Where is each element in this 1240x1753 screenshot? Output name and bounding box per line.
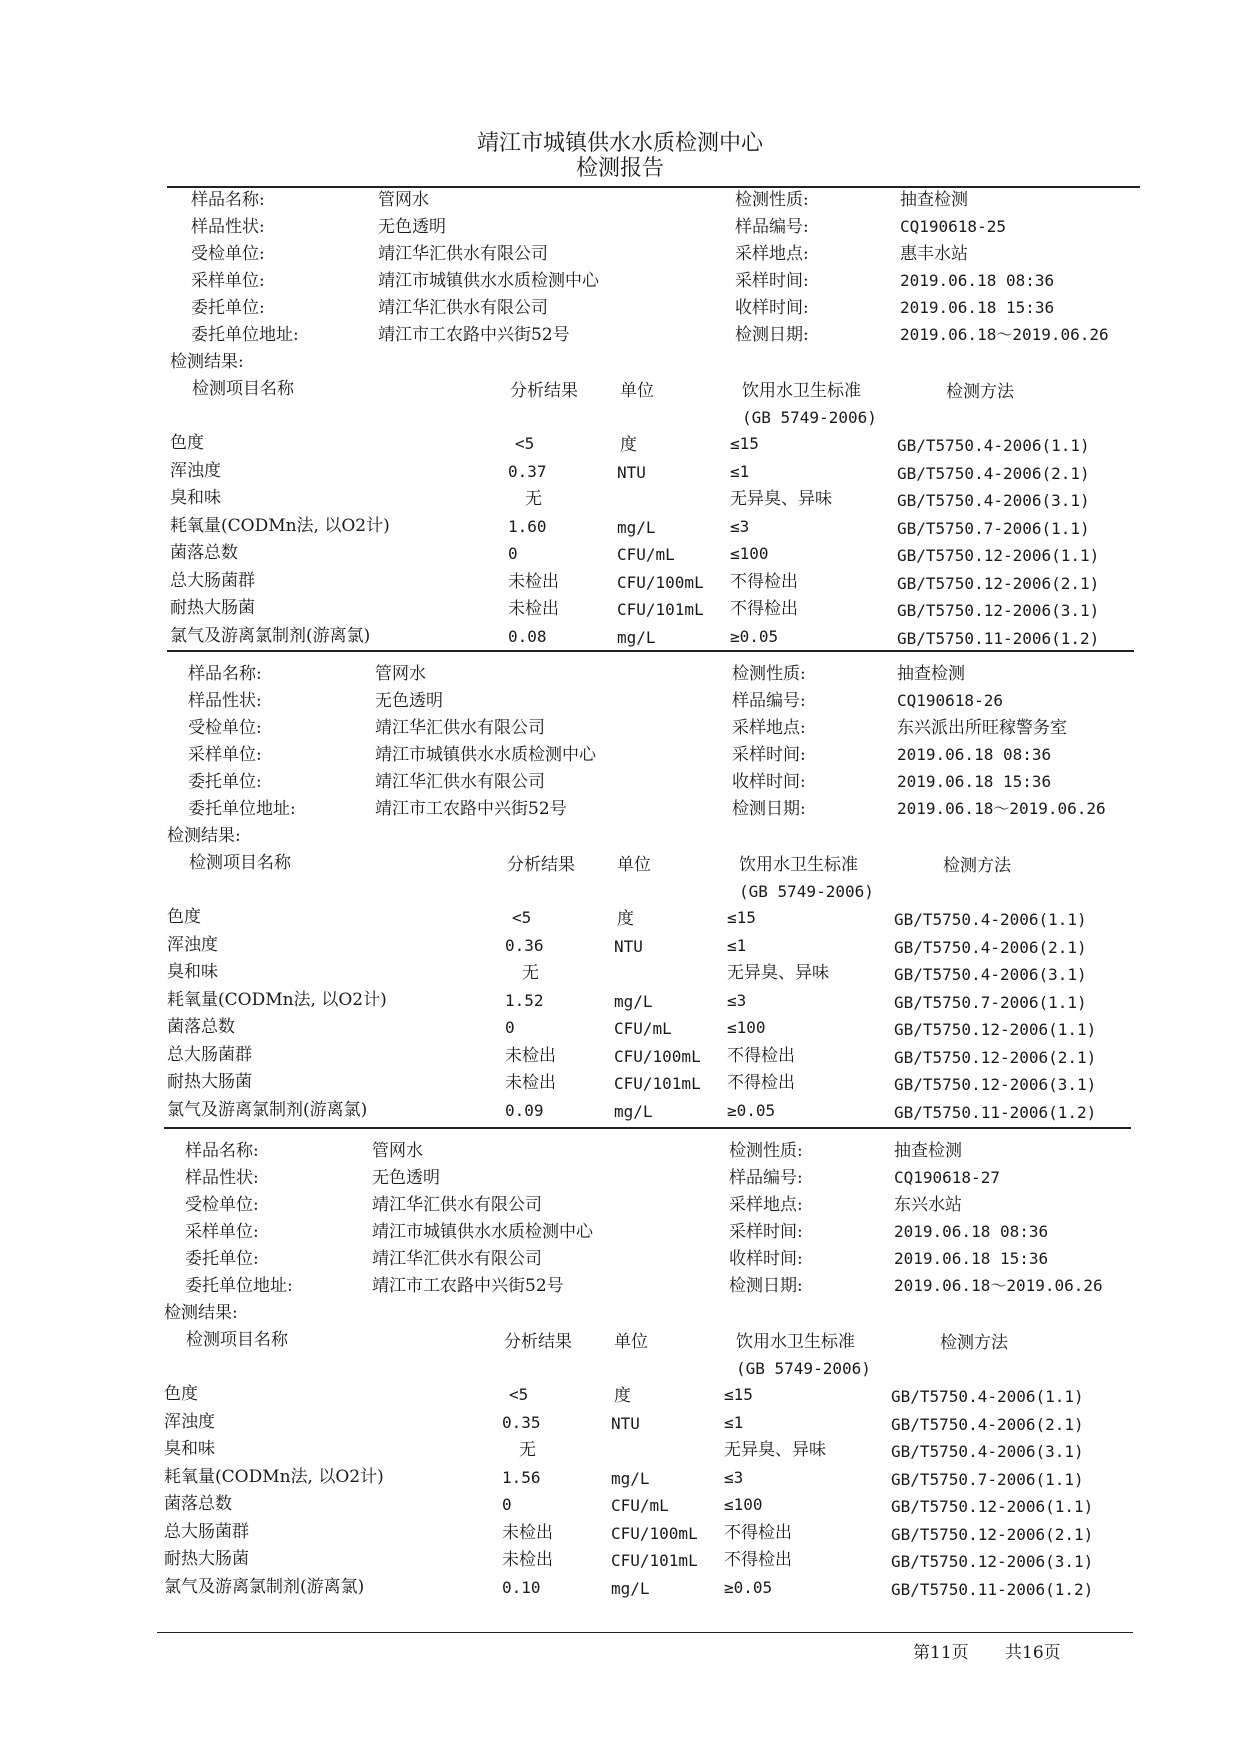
field-value-name: 管网水	[375, 664, 426, 684]
row-standard: ≤3	[727, 990, 747, 1010]
field-value-name: 管网水	[372, 1141, 423, 1161]
row-standard: ≤15	[730, 434, 759, 453]
field-value-sampling-time: 2019.06.18 08:36	[897, 745, 1052, 764]
row-result: 0.10	[502, 1577, 541, 1597]
row-unit: CFU/mL	[617, 545, 675, 564]
field-value-sample-no: CQ190618-25	[900, 217, 1006, 236]
row-result: <5	[512, 908, 532, 927]
row-result: 未检出	[505, 1073, 556, 1093]
row-method: GB/T5750.4-2006(3.1)	[897, 491, 1090, 510]
field-label-sampling-unit: 采样单位:	[191, 271, 265, 291]
row-standard: ≤100	[727, 1018, 766, 1037]
field-value-inspected: 靖江华汇供水有限公司	[378, 244, 548, 264]
row-result: 0.09	[505, 1100, 544, 1120]
row-method: GB/T5750.4-2006(2.1)	[897, 463, 1090, 483]
row-standard: ≤3	[724, 1467, 744, 1487]
row-standard: 不得检出	[727, 1045, 795, 1066]
row-unit: 度	[617, 909, 634, 929]
row-standard: 无异臭、异味	[724, 1440, 826, 1460]
row-unit: CFU/mL	[611, 1496, 669, 1515]
row-method: GB/T5750.4-2006(1.1)	[891, 1387, 1084, 1406]
field-label-sample-name: 样品名称:	[191, 190, 265, 210]
field-label-client-address: 委托单位地址:	[185, 1276, 293, 1296]
row-item: 臭和味	[164, 1439, 215, 1459]
field-label-sampling-unit: 采样单位:	[185, 1222, 259, 1242]
field-value-sampler: 靖江市城镇供水水质检测中心	[372, 1222, 593, 1242]
col-item-name: 检测项目名称	[189, 853, 291, 873]
row-standard: 无异臭、异味	[730, 489, 832, 509]
results-label: 检测结果:	[170, 352, 244, 372]
row-standard: ≤3	[730, 516, 750, 536]
row-result: 未检出	[505, 1045, 556, 1066]
row-method: GB/T5750.12-2006(1.1)	[894, 1020, 1097, 1039]
results-label: 检测结果:	[164, 1303, 238, 1323]
field-value-site: 东兴派出所旺稼警务室	[897, 718, 1067, 738]
field-label-sampling-unit: 采样单位:	[188, 745, 262, 765]
row-item: 菌落总数	[167, 1017, 235, 1037]
page-number: 第11页	[913, 1643, 969, 1663]
row-method: GB/T5750.11-2006(1.2)	[894, 1102, 1097, 1122]
row-result: 0	[505, 1018, 515, 1037]
row-item: 总大肠菌群	[170, 570, 255, 591]
field-value-sampling-time: 2019.06.18 08:36	[894, 1222, 1049, 1241]
col-result: 分析结果	[504, 1332, 572, 1352]
row-item: 臭和味	[167, 962, 218, 982]
field-value-sample-no: CQ190618-27	[894, 1168, 1000, 1187]
row-result: 无	[525, 489, 542, 509]
field-label-inspected-unit: 受检单位:	[188, 718, 262, 738]
row-standard: ≤100	[730, 544, 769, 563]
row-method: GB/T5750.4-2006(2.1)	[891, 1414, 1084, 1434]
col-unit: 单位	[617, 855, 651, 875]
row-item: 氯气及游离氯制剂(游离氯)	[170, 625, 371, 646]
field-value-site: 东兴水站	[894, 1195, 962, 1215]
row-standard: 不得检出	[727, 1073, 795, 1093]
col-item-name: 检测项目名称	[186, 1330, 288, 1350]
field-value-nature: 抽查检测	[897, 664, 965, 684]
row-unit: mg/L	[617, 627, 656, 647]
row-method: GB/T5750.12-2006(2.1)	[894, 1047, 1097, 1067]
row-method: GB/T5750.11-2006(1.2)	[897, 628, 1100, 648]
row-result: 1.52	[505, 990, 544, 1010]
row-standard: ≤15	[727, 908, 756, 927]
row-unit: CFU/101mL	[611, 1551, 698, 1570]
field-label-sampling-site: 采样地点:	[729, 1195, 803, 1215]
row-item: 耗氧量(CODMn法, 以O2计)	[164, 1466, 384, 1487]
row-method: GB/T5750.12-2006(3.1)	[897, 601, 1100, 620]
col-result: 分析结果	[507, 855, 575, 875]
field-label-sample-name: 样品名称:	[188, 664, 262, 684]
field-label-sample-state: 样品性状:	[188, 691, 262, 711]
row-result: 无	[519, 1440, 536, 1460]
row-item: 耗氧量(CODMn法, 以O2计)	[170, 515, 390, 536]
row-item: 氯气及游离氯制剂(游离氯)	[167, 1099, 368, 1120]
row-result: 未检出	[508, 599, 559, 619]
field-value-sampling-time: 2019.06.18 08:36	[900, 271, 1055, 290]
row-unit: mg/L	[611, 1578, 650, 1598]
row-standard: 不得检出	[730, 571, 798, 592]
header-divider	[167, 186, 1140, 188]
field-value-client: 靖江华汇供水有限公司	[372, 1249, 542, 1269]
row-unit: NTU	[617, 462, 646, 482]
row-result: 1.60	[508, 516, 547, 536]
row-method: GB/T5750.4-2006(3.1)	[891, 1442, 1084, 1461]
col-standard-code: (GB 5749-2006)	[736, 1359, 871, 1378]
row-item: 耐热大肠菌	[164, 1549, 249, 1569]
field-label-sample-no: 样品编号:	[735, 217, 809, 237]
field-label-sample-no: 样品编号:	[732, 691, 806, 711]
field-label-sampling-site: 采样地点:	[732, 718, 806, 738]
row-standard: 不得检出	[724, 1550, 792, 1570]
field-label-sampling-time: 采样时间:	[729, 1222, 803, 1242]
page-total: 共16页	[1005, 1643, 1061, 1663]
row-unit: 度	[614, 1386, 631, 1406]
row-method: GB/T5750.4-2006(2.1)	[894, 937, 1087, 957]
field-value-name: 管网水	[378, 190, 429, 210]
field-value-test-date: 2019.06.18～2019.06.26	[897, 799, 1106, 818]
row-method: GB/T5750.12-2006(1.1)	[891, 1497, 1094, 1516]
row-item: 耗氧量(CODMn法, 以O2计)	[167, 989, 387, 1010]
row-method: GB/T5750.11-2006(1.2)	[891, 1579, 1094, 1599]
field-value-address: 靖江市工农路中兴街52号	[375, 799, 567, 819]
row-result: 无	[522, 963, 539, 983]
row-item: 浑浊度	[164, 1411, 215, 1432]
row-unit: NTU	[611, 1413, 640, 1433]
row-unit: NTU	[614, 936, 643, 956]
field-value-sampler: 靖江市城镇供水水质检测中心	[375, 745, 596, 765]
field-value-inspected: 靖江华汇供水有限公司	[375, 718, 545, 738]
row-unit: CFU/101mL	[614, 1074, 701, 1093]
row-result: 1.56	[502, 1467, 541, 1487]
col-standard: 饮用水卫生标准	[742, 381, 861, 401]
row-standard: ≤100	[724, 1495, 763, 1514]
footer-divider	[157, 1632, 1133, 1633]
row-item: 总大肠菌群	[164, 1521, 249, 1542]
row-method: GB/T5750.12-2006(3.1)	[891, 1552, 1094, 1571]
col-unit: 单位	[614, 1332, 648, 1352]
row-item: 臭和味	[170, 488, 221, 508]
row-method: GB/T5750.7-2006(1.1)	[894, 992, 1087, 1012]
field-value-site: 惠丰水站	[900, 244, 968, 264]
field-label-receive-time: 收样时间:	[732, 772, 806, 792]
field-label-sample-state: 样品性状:	[191, 217, 265, 237]
row-standard: 不得检出	[724, 1522, 792, 1543]
row-method: GB/T5750.4-2006(3.1)	[894, 965, 1087, 984]
field-value-address: 靖江市工农路中兴街52号	[378, 325, 570, 345]
field-label-sampling-time: 采样时间:	[732, 745, 806, 765]
row-result: 未检出	[502, 1522, 553, 1543]
row-item: 浑浊度	[167, 934, 218, 955]
row-item: 色度	[167, 907, 201, 927]
field-label-test-date: 检测日期:	[735, 325, 809, 345]
col-standard: 饮用水卫生标准	[736, 1332, 855, 1352]
row-method: GB/T5750.4-2006(1.1)	[894, 910, 1087, 929]
field-value-state: 无色透明	[372, 1168, 440, 1188]
row-result: <5	[509, 1385, 529, 1404]
field-label-receive-time: 收样时间:	[735, 298, 809, 318]
row-item: 菌落总数	[164, 1494, 232, 1514]
row-standard: ≥0.05	[724, 1577, 773, 1597]
row-method: GB/T5750.12-2006(1.1)	[897, 546, 1100, 565]
row-standard: ≤15	[724, 1385, 753, 1404]
row-item: 耐热大肠菌	[170, 598, 255, 618]
row-result: 0	[502, 1495, 512, 1514]
row-unit: CFU/100mL	[617, 572, 704, 592]
section-divider	[167, 650, 1134, 652]
field-label-test-nature: 检测性质:	[735, 190, 809, 210]
field-value-receive-time: 2019.06.18 15:36	[894, 1249, 1049, 1268]
field-label-receive-time: 收样时间:	[729, 1249, 803, 1269]
report-subtitle: 检测报告	[575, 156, 664, 181]
row-standard: ≥0.05	[730, 626, 779, 646]
field-value-receive-time: 2019.06.18 15:36	[900, 298, 1055, 317]
row-unit: mg/L	[611, 1468, 650, 1488]
col-standard-code: (GB 5749-2006)	[742, 408, 877, 427]
report-title: 靖江市城镇供水水质检测中心	[476, 131, 763, 156]
row-standard: ≥0.05	[727, 1100, 776, 1120]
field-label-sample-no: 样品编号:	[729, 1168, 803, 1188]
row-standard: ≤1	[730, 461, 750, 481]
row-result: 0.08	[508, 626, 547, 646]
row-standard: ≤1	[727, 935, 747, 955]
row-method: GB/T5750.12-2006(2.1)	[897, 573, 1100, 593]
field-label-sampling-time: 采样时间:	[735, 271, 809, 291]
row-method: GB/T5750.12-2006(3.1)	[894, 1075, 1097, 1094]
row-result: <5	[515, 434, 535, 453]
row-unit: mg/L	[614, 1101, 653, 1121]
col-result: 分析结果	[510, 381, 578, 401]
row-result: 0.36	[505, 935, 544, 955]
row-standard: ≤1	[724, 1412, 744, 1432]
row-item: 氯气及游离氯制剂(游离氯)	[164, 1576, 365, 1597]
field-value-client: 靖江华汇供水有限公司	[375, 772, 545, 792]
field-label-client-address: 委托单位地址:	[188, 799, 296, 819]
field-label-inspected-unit: 受检单位:	[191, 244, 265, 264]
col-standard: 饮用水卫生标准	[739, 855, 858, 875]
row-method: GB/T5750.7-2006(1.1)	[897, 518, 1090, 538]
field-label-client-unit: 委托单位:	[191, 298, 265, 318]
field-value-nature: 抽查检测	[894, 1141, 962, 1161]
field-value-state: 无色透明	[378, 217, 446, 237]
row-standard: 不得检出	[730, 599, 798, 619]
results-label: 检测结果:	[167, 826, 241, 846]
row-unit: CFU/101mL	[617, 600, 704, 619]
section-divider	[164, 1127, 1131, 1129]
row-result: 0.37	[508, 461, 547, 481]
field-label-test-nature: 检测性质:	[732, 664, 806, 684]
field-label-test-date: 检测日期:	[729, 1276, 803, 1296]
col-method: 检测方法	[946, 382, 1014, 402]
col-method: 检测方法	[940, 1333, 1008, 1353]
field-label-sample-name: 样品名称:	[185, 1141, 259, 1161]
row-result: 0	[508, 544, 518, 563]
field-value-sample-no: CQ190618-26	[897, 691, 1003, 710]
col-item-name: 检测项目名称	[192, 379, 294, 399]
row-method: GB/T5750.12-2006(2.1)	[891, 1524, 1094, 1544]
field-label-client-unit: 委托单位:	[188, 772, 262, 792]
field-value-test-date: 2019.06.18～2019.06.26	[900, 325, 1109, 344]
row-unit: mg/L	[617, 517, 656, 537]
row-result: 未检出	[502, 1550, 553, 1570]
row-method: GB/T5750.4-2006(1.1)	[897, 436, 1090, 455]
row-unit: mg/L	[614, 991, 653, 1011]
field-value-client: 靖江华汇供水有限公司	[378, 298, 548, 318]
field-value-nature: 抽查检测	[900, 190, 968, 210]
col-method: 检测方法	[943, 856, 1011, 876]
field-value-test-date: 2019.06.18～2019.06.26	[894, 1276, 1103, 1295]
row-unit: CFU/100mL	[611, 1523, 698, 1543]
row-item: 总大肠菌群	[167, 1044, 252, 1065]
row-item: 色度	[164, 1384, 198, 1404]
row-item: 色度	[170, 433, 204, 453]
field-value-state: 无色透明	[375, 691, 443, 711]
field-label-client-unit: 委托单位:	[185, 1249, 259, 1269]
field-label-test-date: 检测日期:	[732, 799, 806, 819]
field-label-sample-state: 样品性状:	[185, 1168, 259, 1188]
row-method: GB/T5750.7-2006(1.1)	[891, 1469, 1084, 1489]
field-label-inspected-unit: 受检单位:	[185, 1195, 259, 1215]
row-result: 未检出	[508, 571, 559, 592]
row-item: 菌落总数	[170, 543, 238, 563]
row-unit: 度	[620, 435, 637, 455]
row-result: 0.35	[502, 1412, 541, 1432]
row-item: 耐热大肠菌	[167, 1072, 252, 1092]
field-label-test-nature: 检测性质:	[729, 1141, 803, 1161]
row-unit: CFU/100mL	[614, 1046, 701, 1066]
field-value-receive-time: 2019.06.18 15:36	[897, 772, 1052, 791]
col-unit: 单位	[620, 381, 654, 401]
field-value-sampler: 靖江市城镇供水水质检测中心	[378, 271, 599, 291]
field-label-sampling-site: 采样地点:	[735, 244, 809, 264]
field-value-address: 靖江市工农路中兴街52号	[372, 1276, 564, 1296]
col-standard-code: (GB 5749-2006)	[739, 882, 874, 901]
row-item: 浑浊度	[170, 460, 221, 481]
row-standard: 无异臭、异味	[727, 963, 829, 983]
field-label-client-address: 委托单位地址:	[191, 325, 299, 345]
row-unit: CFU/mL	[614, 1019, 672, 1038]
field-value-inspected: 靖江华汇供水有限公司	[372, 1195, 542, 1215]
